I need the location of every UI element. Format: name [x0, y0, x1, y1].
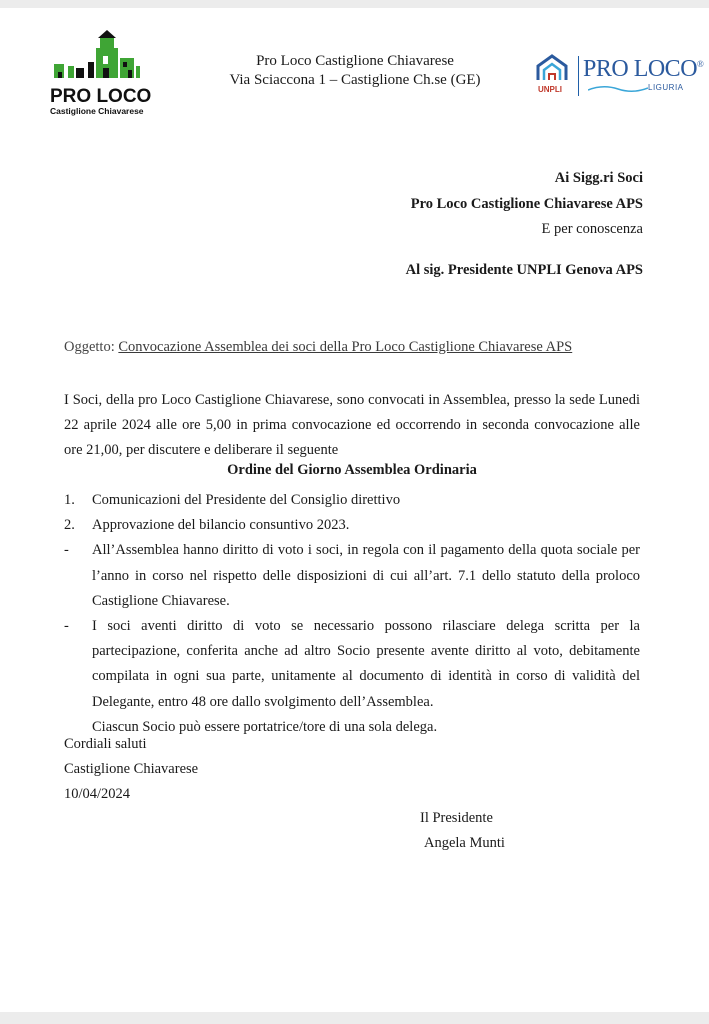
- list-marker: -: [64, 618, 69, 635]
- left-logo-title: PRO LOCO: [50, 86, 152, 107]
- unpli-label: UNPLI: [538, 85, 562, 94]
- recipient-line-3: E per conoscenza: [541, 221, 643, 237]
- delegation-note-text: Ciascun Socio può essere portatrice/tore di una sola delega.: [92, 718, 438, 735]
- letter-page: [0, 8, 709, 1012]
- note-item-text: I soci aventi diritto di voto se necessario possono rilasciare delega scritta per la partecipazione, conferita anche ad altro Socio presente avente diritto al voto, debitamente compilata in ogni sua parte, unitamente al documento di identità in corso di validità del Delegante, entro 48 ore dallo svolgimento dell’Assemblea.: [92, 618, 640, 710]
- note-item-text: All’Assemblea hanno diritto di voto i soci, in regola con il pagamento della quota sociale per l’anno in corso nel rispetto delle disposizioni di cui all’art. 7.1 dello statuto della proloco Castiglione Chiavarese.: [92, 542, 640, 609]
- pro-loco-castle-logo: [48, 28, 152, 120]
- logo-divider: [578, 56, 579, 96]
- convocation-paragraph: I Soci, della pro Loco Castiglione Chiavarese, sono convocati in Assemblea, presso la sede Lunedi 22 aprile 2024 alle ore 5,00 in prima convocazione ed occorrendo in seconda convocazione alle ore 21,00, per discutere e deliberare il seguente: [64, 392, 640, 459]
- list-marker: -: [64, 542, 69, 559]
- right-logo-title: PRO LOCO®: [583, 56, 704, 82]
- signature-name: Angela Munti: [424, 835, 505, 852]
- note-item: [64, 538, 640, 614]
- closing-greeting: Cordiali saluti: [64, 736, 147, 752]
- agenda-item: [64, 513, 640, 538]
- recipient-line-1: Ai Sigg.ri Soci: [554, 170, 643, 186]
- recipient-line-4: Al sig. Presidente UNPLI Genova APS: [405, 262, 643, 278]
- org-address: Via Sciaccona 1 – Castiglione Ch.se (GE): [229, 72, 481, 88]
- castle-icon: [48, 28, 148, 88]
- wave-icon: [588, 84, 648, 94]
- recipients-block: [411, 166, 643, 243]
- list-marker: 2.: [64, 517, 75, 534]
- signature-block: [420, 806, 505, 856]
- agenda-title: Ordine del Giorno Assemblea Ordinaria: [227, 462, 477, 478]
- signature-role: Il Presidente: [420, 810, 493, 826]
- subject-line: [64, 339, 572, 356]
- recipient-line-2: Pro Loco Castiglione Chiavarese APS: [410, 195, 643, 212]
- right-logo-region: LIGURIA: [648, 83, 684, 92]
- agenda-item-text: Approvazione del bilancio consuntivo 2023.: [92, 517, 350, 534]
- note-item: [64, 614, 640, 715]
- closing-place: Castiglione Chiavarese: [64, 761, 199, 778]
- org-name: Pro Loco Castiglione Chiavarese: [256, 53, 454, 69]
- agenda-item: [64, 488, 640, 513]
- subject-text: Convocazione Assemblea dei soci della Pro Loco Castiglione Chiavarese APS: [118, 339, 573, 355]
- subject-label: Oggetto:: [64, 339, 119, 355]
- unpli-house-icon: [532, 52, 576, 86]
- left-logo-subtitle: Castiglione Chiavarese: [50, 106, 144, 116]
- closing-block: [64, 732, 198, 808]
- letterhead-address-block: [200, 52, 510, 90]
- agenda-item-text: Comunicazioni del Presidente del Consiglio direttivo: [92, 492, 401, 508]
- list-marker: 1.: [64, 492, 75, 508]
- closing-date: 10/04/2024: [64, 786, 131, 803]
- agenda-list: [64, 488, 640, 740]
- unpli-pro-loco-liguria-logo: [532, 52, 702, 104]
